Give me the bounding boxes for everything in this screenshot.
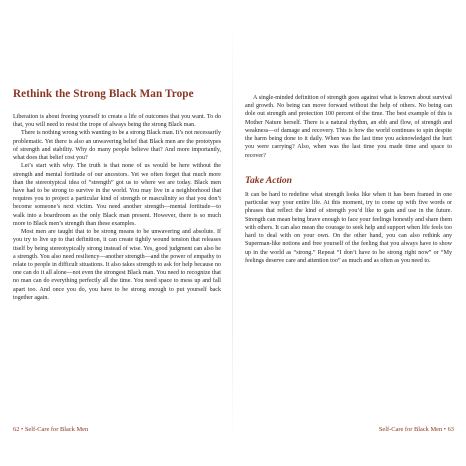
body-paragraph: Most men are taught that to be strong means to be unwavering and absolute. If you try to live up to that definition, it can create tightly wound tension that releases itself by being stereotypically strong instead of wise. Yes, good judgment can also be a strength. You also need resiliency—another strength—and the power of empathy to relate to people in difficult situations. It also takes strength to ask for help because no one can do it all alone—not even the strongest Black man. You need to recognize that no man can do everything perfectly all the time. You need space to mess up and fall apart too. And once you do, you have to be strong enough to put yourself back together again. — [13, 229, 221, 301]
body-paragraph: There is nothing wrong with wanting to be a strong Black man. It’s not necessarily problematic. Yet there is also an unwavering belief that Black men are the prototypes of strength and stability. Why do many people believe that? And more importantly, what does that belief cost you? — [13, 130, 222, 162]
body-paragraph: Let’s start with why. The truth is that none of us would be here without the strength and mental fortitude of our ancestors. Yet we often forget that much more than the stereotypical idea of “strength” got us to where we are today. Black men have had to be strong to survive in the world. You may live in a neighborhood that requires you to project a particular kind of strength or masculinity so that you don’t become someone’s next victim. You need another strength—mental fortitude—to walk into a boardroom as the only Black man present. However, there is so much more to Black men’s strength than these examples. — [13, 163, 221, 227]
body-paragraph: It can be hard to redefine what strength looks like when it has been framed in one particular way your entire life. At this moment, try to come up with five words or phrases that reflect the kind of strength you’d like to gain and use in the future. Strength can mean being brave enough to face your feelings honestly and share them with others. It can also mean the courage to seek help and support when life feels too hard to deal with on your own. On the other hand, you can also rethink any Superman-like notions and free yourself of the feeling that you always have to show up in the world as “strong.” Repeat “I don’t have to be strong right now” or “My feelings deserve care and attention too” as much and as often as you need to. — [245, 192, 452, 264]
left-body-text — [13, 113, 221, 302]
right-body-text-top — [245, 94, 452, 160]
body-paragraph: A single-minded definition of strength goes against what is known about survival and growth. No being can move forward without the help of others. No being can dole out strength and protection 100 percent of the time. The best example of this is Mother Nature herself. There is a natural rhythm, an ebb and flow, of strength and weakness—of damage and recovery. This is how the world continues to spin despite the harm being done to it daily. When was the last time you acknowledged the hurt you were carrying? Also, when was the last time you made time and space to recover? — [245, 95, 452, 159]
left-folio: 62 • Self-Care for Black Men — [13, 426, 89, 433]
right-page — [233, 0, 466, 466]
right-body-text-bottom — [245, 191, 452, 265]
chapter-title: Rethink the Strong Black Man Trope — [13, 88, 194, 100]
body-paragraph: Liberation is about freeing yourself to create a life of outcomes that you want. To do that, you will need to resist the trope of always being the strong Black man. — [13, 114, 221, 129]
right-folio: Self-Care for Black Men • 63 — [378, 426, 454, 433]
section-heading: Take Action — [245, 175, 292, 186]
